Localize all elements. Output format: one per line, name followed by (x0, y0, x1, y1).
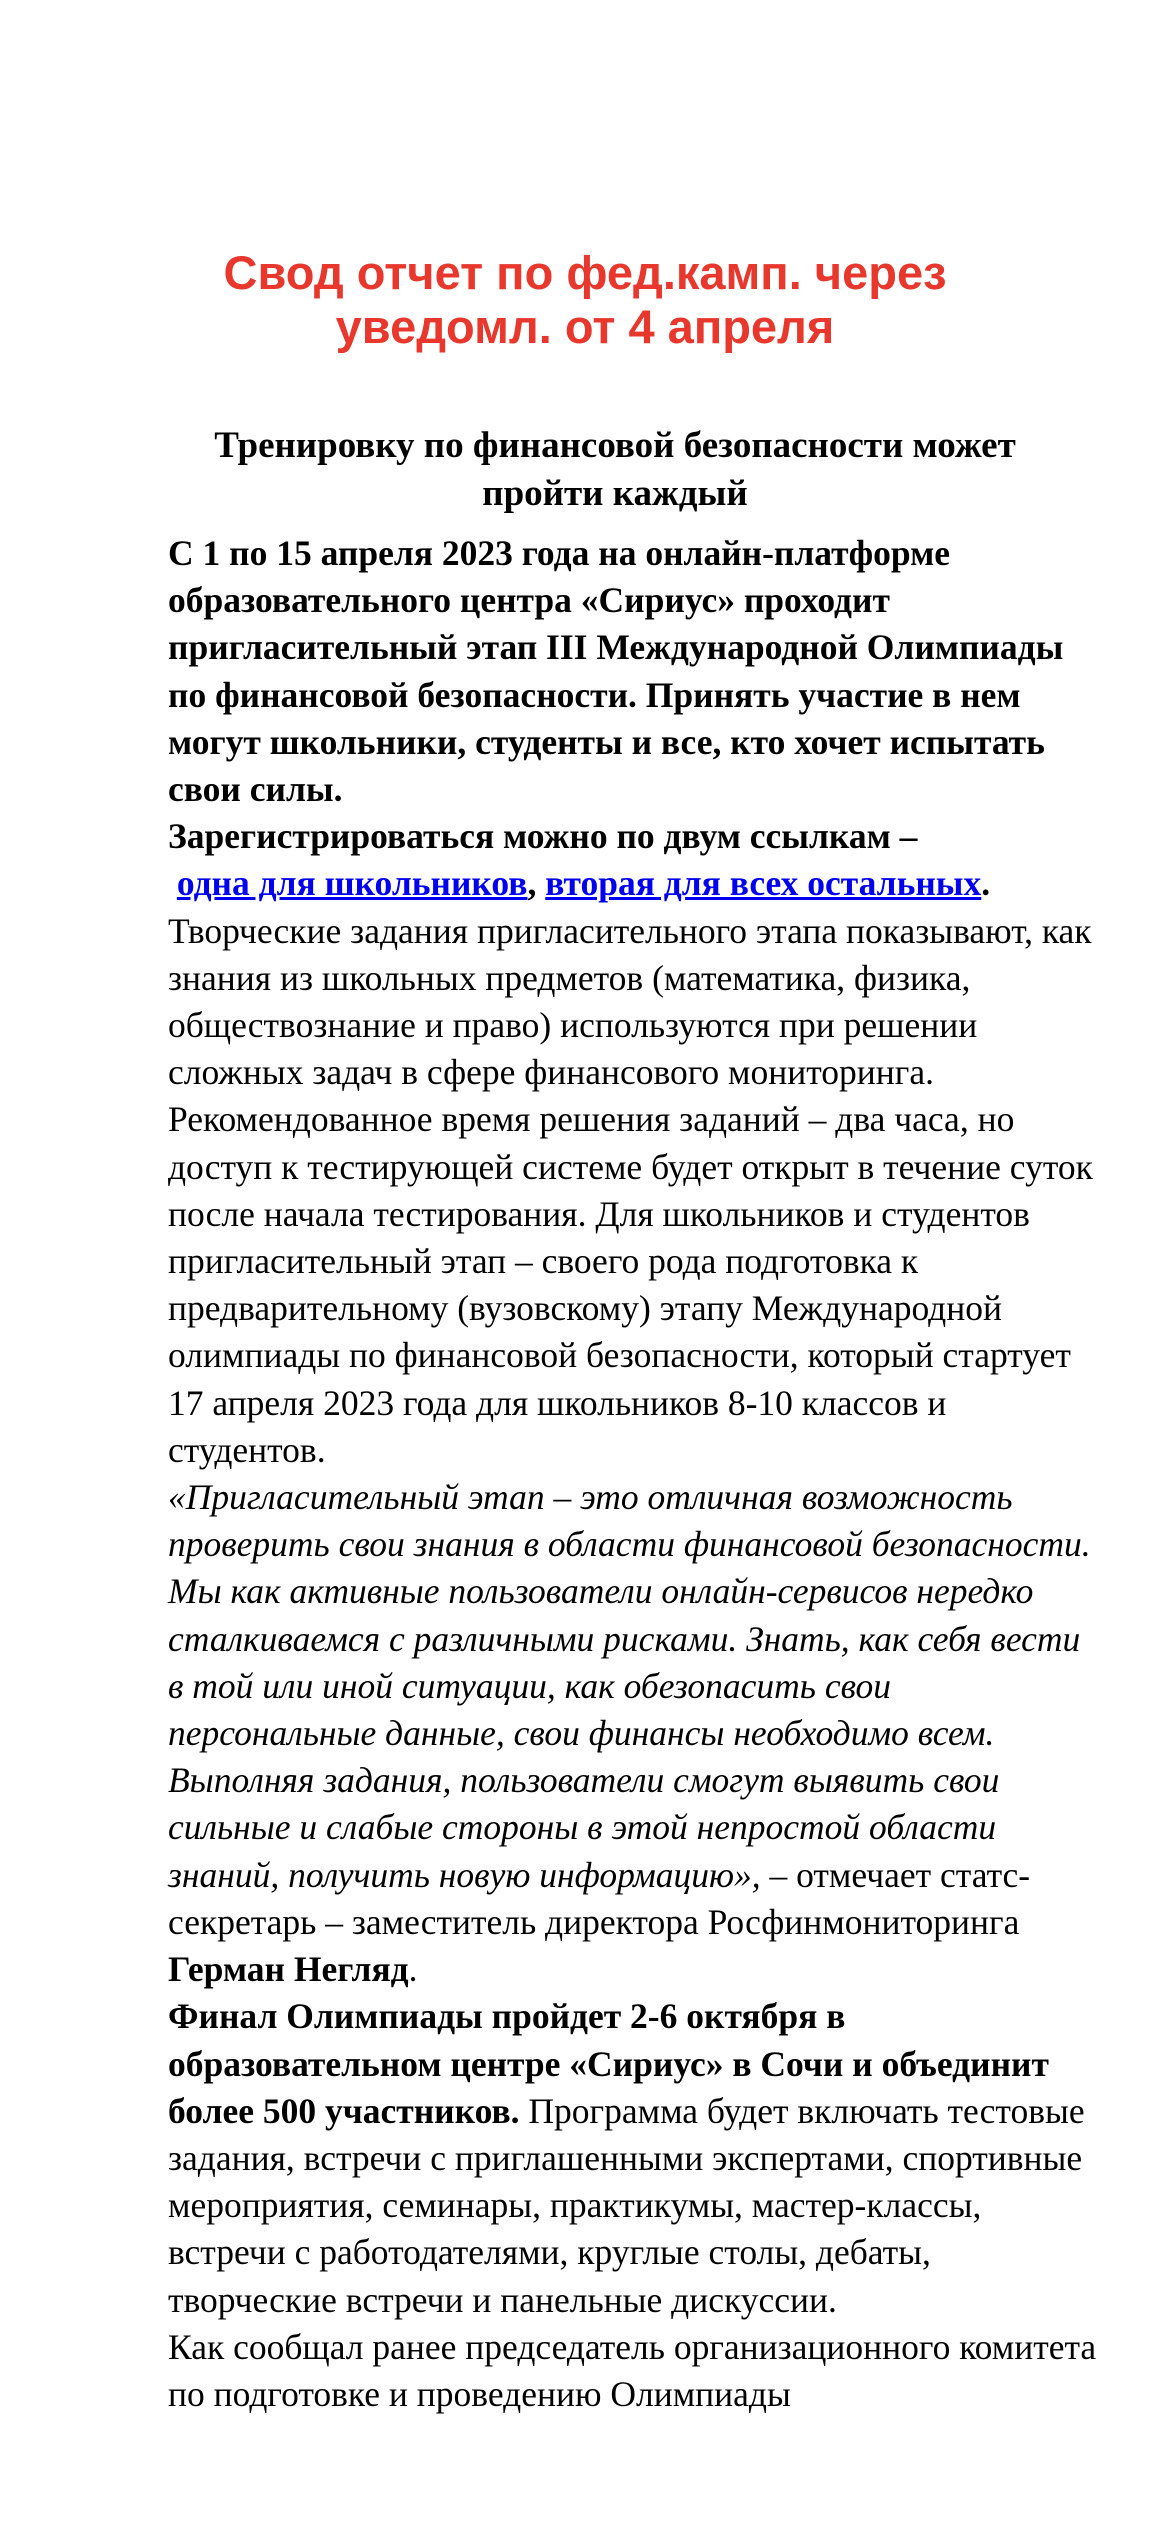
registration-lead: Зарегистрироваться можно по двум ссылкам – (168, 816, 918, 857)
quote-paragraph (168, 1474, 1098, 1993)
article-body (168, 530, 1098, 2418)
quote-attribution: – отмечает статс-секретарь – заместитель директора Росфинмониторинга (168, 1854, 1031, 1942)
intro-paragraph: С 1 по 15 апреля 2023 года на онлайн-платформе образовательного центра «Сириус» проходит пригласительный этап III Международной Олимпиады по финансовой безопасности. Принять участие в нем могут школьники, студенты и все, кто хочет испытать свои силы. (168, 533, 1064, 810)
link-everyone-else[interactable]: вторая для всех остальных (545, 863, 982, 904)
quote-end: . (408, 1949, 418, 1990)
quote-author: Герман Негляд (168, 1949, 409, 1990)
final-bold-text: Финал Олимпиады пройдет 2-6 октября в образовательном центре «Сириус» в Сочи и объединит более 500 участников. (168, 1996, 1049, 2131)
final-paragraph (168, 1993, 1098, 2323)
title-line-2: уведомл. от 4 апреля (335, 300, 835, 353)
chairman-paragraph: Как сообщал ранее председатель организационного комитета по подготовке и проведению Олимпиады (168, 2326, 1097, 2414)
registration-end: . (981, 863, 991, 904)
link-schoolchildren[interactable]: одна для школьников (176, 863, 528, 904)
registration-paragraph (168, 813, 1098, 907)
article-headline: Тренировку по финансовой безопасности может пройти каждый (214, 425, 1016, 514)
link-separator: , (527, 863, 546, 904)
document-title (165, 246, 1005, 354)
tasks-paragraph: Творческие задания пригласительного этапа показывают, как знания из школьных предметов (математика, физика, обществознание и право) используются при решении сложных задач в сфере финансового мониторинга. Рекомендованное время решения заданий – два часа, но доступ к тестирующей системе будет открыт в течение суток после начала тестирования. Для школьников и студентов пригласительный этап – своего рода подготовка к предварительному (вузовскому) этапу Международной олимпиады по финансовой безопасности, который стартует 17 апреля 2023 года для школьников 8-10 классов и студентов. (168, 910, 1093, 1470)
quote-text: «Пригласительный этап – это отличная возможность проверить свои знания в области финансовой безопасности. Мы как активные пользователи онлайн-сервисов нередко сталкиваемся с различными рисками. Знать, как себя вести в той или иной ситуации, как обезопасить свои персональные данные, свои финансы необходимо всем. Выполняя задания, пользователи смогут выявить свои сильные и слабые стороны в этой непростой области знаний, получить новую информацию», (168, 1477, 1091, 1895)
title-line-1: Свод отчет по фед.камп. через (223, 246, 947, 299)
final-program-text: Программа будет включать тестовые задания, встречи с приглашенными экспертами, спортивные мероприятия, семинары, практикумы, мастер-классы, встречи с работодателями, круглые столы, дебаты, творческие встречи и панельные дискуссии. (168, 2090, 1085, 2320)
